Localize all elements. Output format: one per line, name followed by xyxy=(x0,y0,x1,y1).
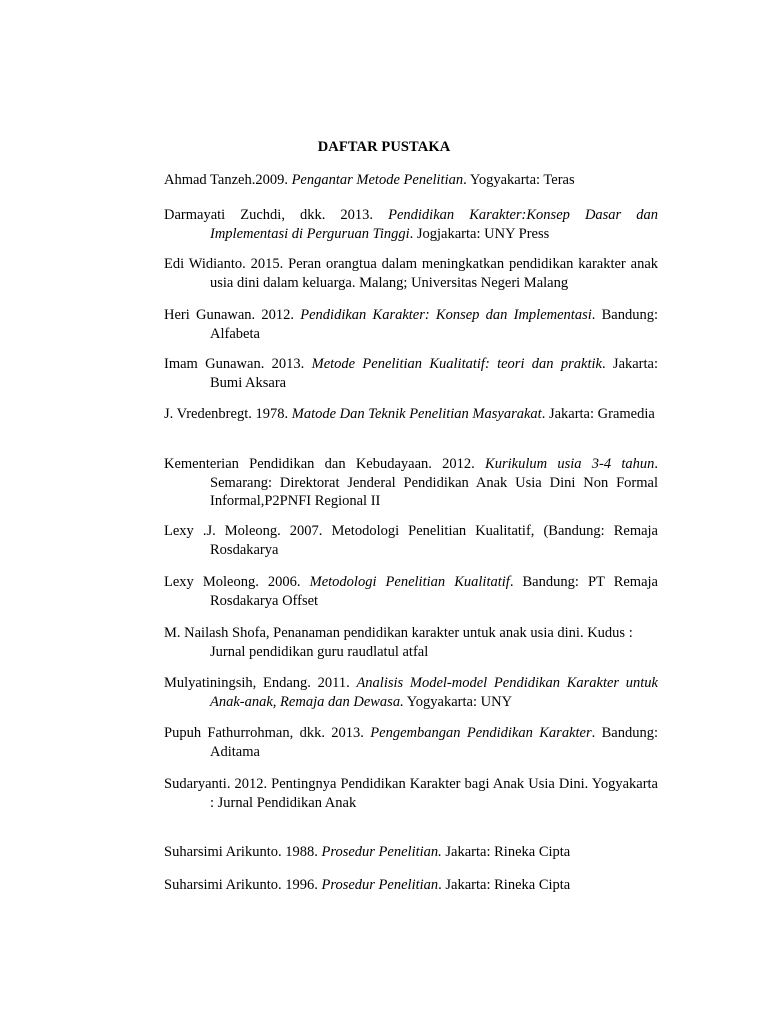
reference-entry xyxy=(164,674,658,711)
reference-publisher: . Jakarta: Bumi Aksara xyxy=(210,356,659,391)
reference-author: Kementerian Pendidikan dan Kebudayaan. 2012. xyxy=(164,456,486,472)
reference-author: Pupuh Fathurrohman, dkk. 2013. xyxy=(164,725,371,741)
page-title: DAFTAR PUSTAKA xyxy=(317,139,451,155)
reference-entry xyxy=(164,206,658,243)
reference-entry xyxy=(164,573,658,610)
reference-author: Darmayati Zuchdi, dkk. 2013. xyxy=(164,207,389,223)
reference-publisher: . Bandung: Alfabeta xyxy=(210,307,659,342)
reference-publisher: Jakarta: Rineka Cipta xyxy=(441,844,571,860)
reference-author: Heri Gunawan. 2012. xyxy=(164,307,301,323)
reference-publisher: . Jogjakarta: UNY Press xyxy=(409,225,550,242)
reference-entry xyxy=(164,522,658,559)
reference-publisher: . Jakarta: Rineka Cipta xyxy=(438,877,571,893)
reference-entry xyxy=(164,724,658,761)
reference-title: Prosedur Penelitian. xyxy=(321,844,442,860)
reference-author: Mulyatiningsih, Endang. 2011. xyxy=(164,675,357,691)
reference-title: Metodologi Penelitian Kualitatif xyxy=(309,574,510,590)
reference-title: Pendidikan Karakter:Konsep Dasar dan Implementasi di Perguruan Tinggi xyxy=(210,207,658,242)
reference-entry xyxy=(164,171,658,190)
reference-author: Sudaryanti. 2012. Pentingnya Pendidikan Karakter bagi Anak Usia Dini. Yogyakarta : Jurnal Pendidikan Anak xyxy=(164,776,658,811)
reference-author: Ahmad Tanzeh.2009. xyxy=(164,172,292,188)
reference-publisher: . Bandung: PT Remaja Rosdakarya Offset xyxy=(210,574,658,609)
reference-title: Matode Dan Teknik Penelitian Masyarakat xyxy=(291,406,542,422)
reference-title: Prosedur Penelitian xyxy=(321,877,439,893)
reference-author: J. Vredenbregt. 1978. xyxy=(164,406,292,422)
reference-entry xyxy=(164,255,658,292)
reference-title: Metode Penelitian Kualitatif: teori dan praktik xyxy=(311,356,602,372)
reference-author: M. Nailash Shofa, Penanaman pendidikan karakter untuk anak usia dini. Kudus : Jurnal pendidikan guru raudlatul atfal xyxy=(164,625,633,660)
reference-title: Pengembangan Pendidikan Karakter xyxy=(370,725,592,741)
reference-entry xyxy=(164,876,658,895)
reference-entry xyxy=(164,775,658,812)
reference-author: Lexy Moleong. 2006. xyxy=(164,574,310,590)
reference-author: Lexy .J. Moleong. 2007. Metodologi Penelitian Kualitatif, (Bandung: Remaja Rosdakarya xyxy=(164,523,658,558)
reference-publisher: . Jakarta: Gramedia xyxy=(541,406,655,422)
reference-title: Pengantar Metode Penelitian xyxy=(291,172,464,188)
reference-title: Kurikulum usia 3-4 tahun xyxy=(485,456,655,472)
reference-author: Suharsimi Arikunto. 1988. xyxy=(164,844,322,860)
reference-entry xyxy=(164,455,658,511)
reference-publisher: . Yogyakarta: Teras xyxy=(463,172,575,188)
reference-entry xyxy=(164,624,658,661)
reference-author: Edi Widianto. 2015. Peran orangtua dalam meningkatkan pendidikan karakter anak usia dini dalam keluarga. Malang; Universitas Negeri Malang xyxy=(164,256,658,291)
reference-author: Suharsimi Arikunto. 1996. xyxy=(164,877,322,893)
reference-title: Analisis Model-model Pendidikan Karakter untuk Anak-anak, Remaja dan Dewasa. xyxy=(210,675,658,710)
reference-author: Imam Gunawan. 2013. xyxy=(164,356,312,372)
reference-publisher: . Semarang: Direktorat Jenderal Pendidikan Anak Usia Dini Non Formal Informal,P2PNFI Regional II xyxy=(210,456,658,509)
reference-entry xyxy=(164,405,658,424)
reference-publisher: Yogyakarta: UNY xyxy=(403,693,513,710)
reference-entry xyxy=(164,355,658,392)
reference-title: Pendidikan Karakter: Konsep dan Implementasi xyxy=(300,307,592,323)
reference-entry xyxy=(164,843,658,862)
reference-publisher: . Bandung: Aditama xyxy=(210,725,658,760)
reference-entry xyxy=(164,306,658,343)
